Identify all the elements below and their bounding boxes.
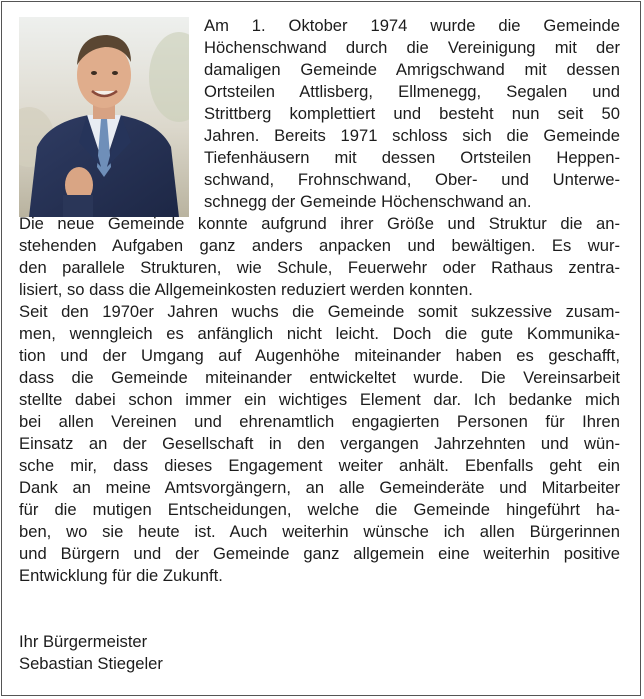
paragraph-line: stellte dabei schon immer ein wichtiges Element dar. Ich bedanke mich xyxy=(19,390,620,409)
paragraph-line: men, wenngleich es anfänglich nicht leicht. Doch die gute Kommunika- xyxy=(19,324,620,343)
paragraph-line: den parallele Strukturen, wie Schule, Feuerwehr oder Rathaus zentra- xyxy=(19,258,620,277)
paragraph-line: Am 1. Oktober 1974 wurde die Gemeinde xyxy=(204,16,620,35)
paragraph-line: schnegg der Gemeinde Höchenschwand an. xyxy=(204,192,532,211)
paragraph-line: Entwicklung für die Zukunft. xyxy=(19,566,223,585)
paragraph-line: stehenden Aufgaben ganz anders anpacken und bewältigen. Es wur- xyxy=(19,236,620,255)
paragraph-line: Strittberg komplettiert und besteht nun seit 50 xyxy=(204,104,620,123)
paragraph-line: Dank an meine Amtsvorgängern, an alle Gemeinderäte und Mitarbeiter xyxy=(19,478,620,497)
paragraph-line: lisiert, so dass die Allgemeinkosten reduziert werden konnten. xyxy=(19,280,473,299)
mayor-portrait-photo xyxy=(19,17,189,217)
paragraph-line: ben, wo sie heute ist. Auch weiterhin wünsche ich allen Bürgerinnen xyxy=(19,522,620,541)
paragraph-line: Tiefenhäusern mit dessen Ortsteilen Heppen- xyxy=(204,148,620,167)
paragraph-line: für die mutigen Entscheidungen, welche die Gemeinde hingeführt ha- xyxy=(19,500,620,519)
signature-name: Sebastian Stiegeler xyxy=(19,654,163,673)
paragraph-line: Die neue Gemeinde konnte aufgrund ihrer Größe und Struktur die an- xyxy=(19,214,620,233)
paragraph-line: dass die Gemeinde miteinander entwickeltet wurde. Die Vereinsarbeit xyxy=(19,368,620,387)
paragraph-line: Jahren. Bereits 1971 schloss sich die Gemeinde xyxy=(204,126,620,145)
paragraph-line: bei allen Vereinen und ehrenamtlich engagierten Personen für Ihren xyxy=(19,412,620,431)
paragraph-line: sche mir, dass dieses Engagement weiter anhält. Ebenfalls geht ein xyxy=(19,456,620,475)
paragraph-line: Ortsteilen Attlisberg, Ellmenegg, Segalen und xyxy=(204,82,620,101)
paragraph-line: damaligen Gemeinde Amrigschwand mit dessen xyxy=(204,60,620,79)
paragraph-line: Seit den 1970er Jahren wuchs die Gemeinde somit sukzessive zusam- xyxy=(19,302,620,321)
closing-line: Ihr Bürgermeister xyxy=(19,632,148,651)
paragraph-line: Einsatz an der Gesellschaft in den vergangen Jahrzehnten und wün- xyxy=(19,434,620,453)
paragraph-line: schwand, Frohnschwand, Ober- und Unterwe- xyxy=(204,170,620,189)
paragraph-line: tion und der Umgang auf Augenhöhe miteinander haben es geschafft, xyxy=(19,346,620,365)
paragraph-line: und Bürgern und der Gemeinde ganz allgemein eine weiterhin positive xyxy=(19,544,620,563)
portrait-illustration xyxy=(19,17,189,217)
paragraph-line: Höchenschwand durch die Vereinigung mit der xyxy=(204,38,620,57)
